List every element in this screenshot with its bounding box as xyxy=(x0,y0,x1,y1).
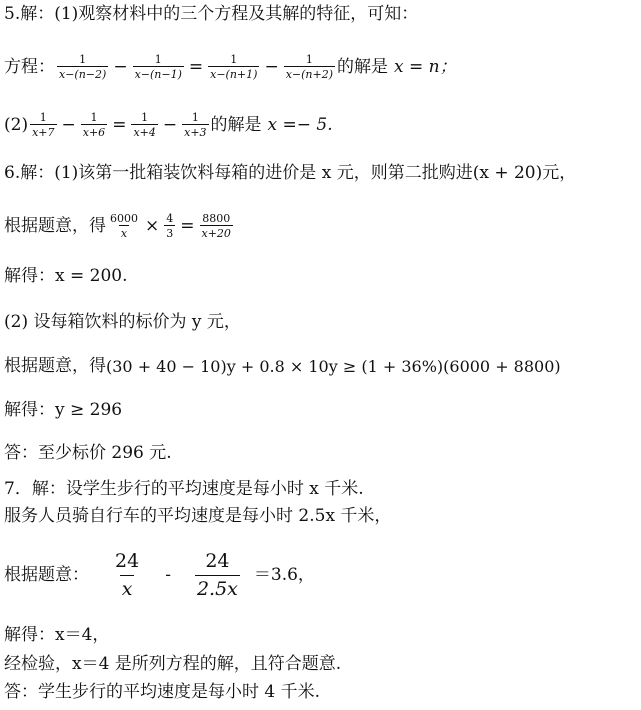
fraction-denominator: x−(n−1) xyxy=(134,68,182,81)
fraction-numerator: 8800 xyxy=(202,212,231,225)
fraction xyxy=(30,112,56,138)
fraction xyxy=(164,213,175,239)
q6-line2 xyxy=(4,209,235,243)
q7-line4-text: 解得：x＝4， xyxy=(4,625,110,645)
operator: - xyxy=(165,564,171,585)
fraction-numerator: 6000 xyxy=(110,212,138,225)
q7-line2 xyxy=(4,508,391,525)
q5-line1 xyxy=(4,6,418,23)
q5-line2-prefix: 方程： xyxy=(4,56,55,77)
fraction-denominator: x−(n−2) xyxy=(59,68,107,81)
fraction xyxy=(208,54,259,80)
q5-line1-text: 5.解：(1)观察材料中的三个方程及其解的特征，可知： xyxy=(4,4,419,24)
fraction-denominator: x xyxy=(120,575,135,599)
fraction xyxy=(195,549,240,600)
q7-line2-text: 服务人员骑自行车的平均速度是每小时 2.5x 千米， xyxy=(4,506,392,526)
q7-line5 xyxy=(4,656,341,673)
fraction-denominator: 2.5x xyxy=(195,575,240,599)
q7-line1-text: 7．解：设学生步行的平均速度是每小时 x 千米. xyxy=(4,479,364,499)
q6-line7-text: 答：至少标价 296 元. xyxy=(4,443,172,463)
fraction-denominator: x+4 xyxy=(133,126,156,139)
fraction xyxy=(131,112,157,138)
operator: − xyxy=(113,56,128,77)
fraction-denominator: x−(n+1) xyxy=(210,68,258,81)
q7-line6 xyxy=(4,684,320,701)
fraction xyxy=(81,112,107,138)
fraction xyxy=(57,54,108,80)
fraction xyxy=(284,54,335,80)
operator: − xyxy=(264,56,279,77)
operator: = xyxy=(188,56,204,77)
fraction-denominator: x xyxy=(120,227,128,240)
fraction-numerator: 24 xyxy=(205,549,230,572)
fraction-denominator: x−(n+2) xyxy=(285,68,333,81)
fraction-denominator: x+6 xyxy=(82,126,106,139)
q6-line4-text: (2) 设每箱饮料的标价为 y 元， xyxy=(4,312,241,332)
fraction-numerator: 1 xyxy=(90,111,98,124)
q6-line1 xyxy=(4,165,576,182)
fraction-numerator: 1 xyxy=(230,53,238,66)
fraction xyxy=(133,54,184,80)
q7-line1 xyxy=(4,481,364,498)
fraction xyxy=(200,213,233,239)
operator: × xyxy=(145,215,160,236)
q5-line3-suffix: 的解是 xyxy=(210,114,262,135)
q6-line5 xyxy=(4,358,561,375)
q6-line3-text: 解得：x = 200. xyxy=(4,266,128,286)
fraction xyxy=(182,112,208,138)
q5-line2-solution: x = n； xyxy=(394,56,457,77)
operator: = xyxy=(180,215,195,236)
fraction-numerator: 1 xyxy=(305,53,313,66)
q7-line5-text: 经检验，x＝4 是所列方程的解，且符合题意. xyxy=(4,654,342,674)
q6-line6 xyxy=(4,402,122,419)
q6-line6-text: 解得：y ≥ 296 xyxy=(4,400,123,420)
q7-line3 xyxy=(4,550,315,600)
q6-line2-prefix: 根据题意，得 xyxy=(4,215,106,236)
operator: − xyxy=(61,114,76,135)
fraction xyxy=(113,549,141,600)
q6-line5-expression: (30 + 40 − 10)y + 0.8 × 10y ≥ (1 + 36%)(6000 + 8800) xyxy=(106,356,561,376)
operator: − xyxy=(162,114,178,135)
q6-line3 xyxy=(4,268,128,285)
q7-line3-prefix: 根据题意： xyxy=(4,564,89,585)
q5-line3 xyxy=(4,108,333,142)
q7-line4 xyxy=(4,627,109,644)
q5-line3-solution: x =− 5. xyxy=(267,114,333,135)
q6-line1-text: 6.解：(1)该第一批箱装饮料每箱的进价是 x 元，则第二批购进(x + 20)元， xyxy=(4,163,577,183)
fraction-denominator: x+7 xyxy=(32,126,55,139)
fraction-numerator: 4 xyxy=(166,212,174,225)
fraction-numerator: 24 xyxy=(115,549,140,572)
fraction-denominator: x+20 xyxy=(201,227,231,240)
fraction-denominator: x+3 xyxy=(184,126,207,139)
q6-line5-prefix: 根据题意，得 xyxy=(4,356,106,376)
q5-line2-suffix: 的解是 xyxy=(337,56,388,77)
q5-line3-prefix: (2) xyxy=(4,114,29,135)
fraction-denominator: 3 xyxy=(166,227,174,240)
q7-line6-text: 答：学生步行的平均速度是每小时 4 千米. xyxy=(4,682,321,702)
fraction-numerator: 1 xyxy=(79,53,87,66)
fraction-numerator: 1 xyxy=(141,111,149,124)
q5-line2 xyxy=(4,50,457,84)
fraction-numerator: 1 xyxy=(191,111,199,124)
q6-line4 xyxy=(4,314,241,331)
fraction-numerator: 1 xyxy=(154,53,162,66)
fraction xyxy=(108,213,140,239)
operator: = xyxy=(112,114,127,135)
q7-line3-suffix: ＝3.6， xyxy=(253,564,315,585)
fraction-numerator: 1 xyxy=(39,111,47,124)
q6-line7 xyxy=(4,445,172,462)
